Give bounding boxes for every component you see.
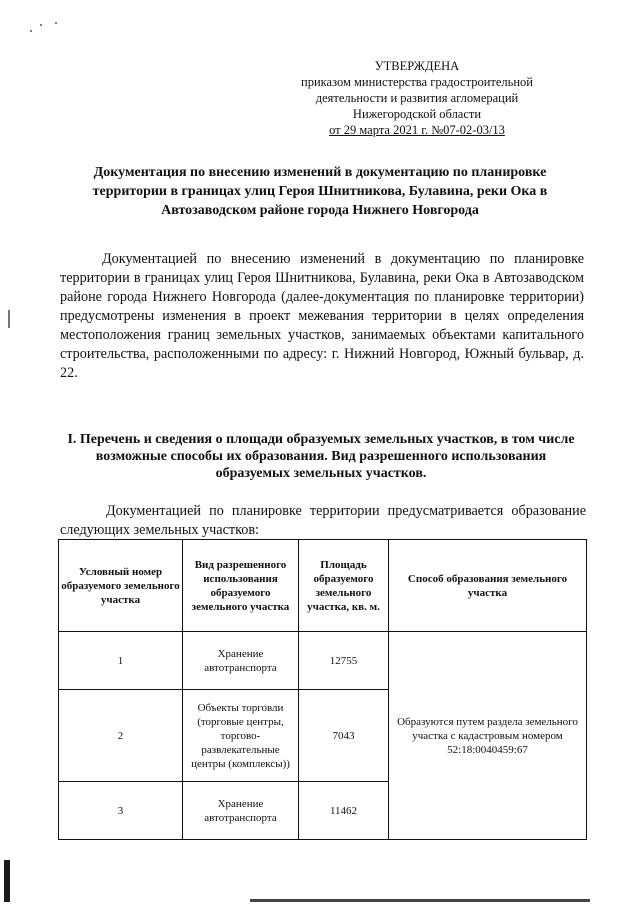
plot-number: 2 <box>59 690 183 782</box>
plot-use: Хранение автотранспорта <box>183 782 299 840</box>
formation-method: Образуются путем раздела земельного участка с кадастровым номером 52:18:0040459:67 <box>389 632 587 840</box>
header-area: Площадь образуемого земельного участка, кв. м. <box>299 540 389 632</box>
header-plot-number: Условный номер образуемого земельного участка <box>59 540 183 632</box>
section-1-heading <box>58 431 584 482</box>
section-1-title: Перечень и сведения о площади образуемых земельных участков, в том числе возможные способы их образования. Вид разрешенного использования образуемых земельных участков. <box>79 432 575 481</box>
approval-stamp <box>282 58 552 138</box>
plot-number: 3 <box>59 782 183 840</box>
section-1-intro: Документацией по планировке территории предусматривается образование следующих земельных участков: <box>60 503 586 538</box>
land-plots-table <box>58 539 587 840</box>
table-header-row <box>59 540 587 632</box>
approval-line-1: приказом министерства градостроительной <box>301 75 533 89</box>
approval-line-2: деятельности и развития агломераций <box>315 91 519 105</box>
approval-status: УТВЕРЖДЕНА <box>374 59 460 73</box>
plot-use: Хранение автотранспорта <box>183 632 299 690</box>
approval-order: от 29 марта 2021 г. №07-02-03/13 <box>329 123 505 137</box>
plot-use: Объекты торговли (торговые центры, торгово-развлекательные центры (комплексы)) <box>183 690 299 782</box>
plot-area: 11462 <box>299 782 389 840</box>
plot-area: 7043 <box>299 690 389 782</box>
scan-speck <box>40 24 42 26</box>
scan-edge-mark <box>8 310 10 328</box>
scan-speck <box>55 22 57 24</box>
header-formation-method: Способ образования земельного участка <box>389 540 587 632</box>
approval-line-3: Нижегородской области <box>352 107 482 121</box>
intro-paragraph: Документацией по внесению изменений в документацию по планировке территории в границах улиц Героя Шнитникова, Булавина, реки Ока в Автозаводском районе города Нижнего Новгорода (далее-документация по планировке территории) предусмотрены изменения в проект межевания территории в целях определения местоположения границ земельных участков, занимаемых объектами капитального строительства, расположенными по адресу: г. Нижний Новгород, Южный бульвар, д. 22. <box>60 251 584 381</box>
scan-speck <box>30 30 32 32</box>
table-row <box>59 632 587 690</box>
plot-number: 1 <box>59 632 183 690</box>
document-title: Документация по внесению изменений в документацию по планировке территории в границах улиц Героя Шнитникова, Булавина, реки Ока в Автозаводском районе города Нижнего Новгорода <box>92 165 548 218</box>
header-permitted-use: Вид разрешенного использования образуемого земельного участка <box>183 540 299 632</box>
scan-edge-mark <box>4 860 10 902</box>
plot-area: 12755 <box>299 632 389 690</box>
scan-bottom-line <box>250 899 590 902</box>
section-1-number: I. <box>67 432 77 447</box>
